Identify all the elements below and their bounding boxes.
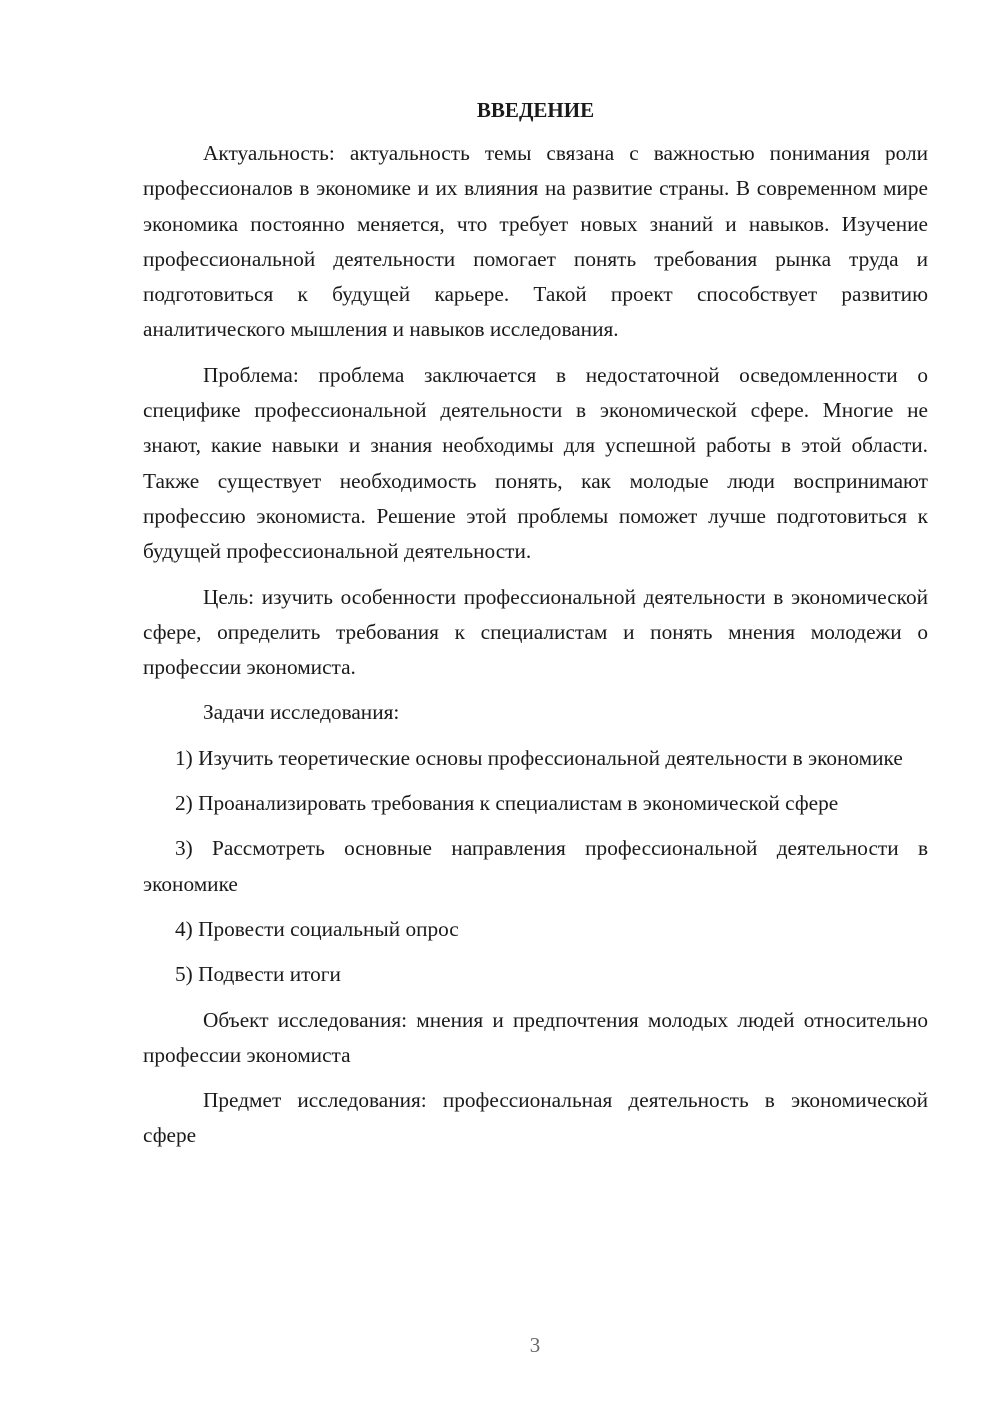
problem-paragraph: Проблема: проблема заключается в недостаточной осведомленности о специфике профессиональной деятельности в экономической сфере. Многие не знают, какие навыки и знания необходимы для успешной работы в этой области. Также существует необходимость понять, как молодые люди воспринимают профессию экономиста. Решение этой проблемы поможет лучше подготовиться к будущей профессиональной деятельности.	[143, 362, 928, 564]
goal-paragraph: Цель: изучить особенности профессиональной деятельности в экономической сфере, определить требования к специалистам и понять мнения молодежи о профессии экономиста.	[143, 584, 928, 680]
subject-paragraph: Предмет исследования: профессиональная деятельность в экономической сфере	[143, 1088, 928, 1148]
task-item-3: 3) Рассмотреть основные направления профессиональной деятельности в экономике	[143, 836, 928, 896]
object-paragraph: Объект исследования: мнения и предпочтения молодых людей относительно профессии экономиста	[143, 1007, 928, 1067]
tasks-heading: Задачи исследования:	[203, 700, 400, 725]
document-page	[143, 92, 928, 1154]
relevance-paragraph: Актуальность: актуальность темы связана с важностью понимания роли профессионалов в экономике и их влияния на развитие страны. В современном мире экономика постоянно меняется, что требует новых знаний и навыков. Изучение профессиональной деятельности помогает понять требования рынка труда и подготовиться к будущей карьере. Такой проект способствует развитию аналитического мышления и навыков исследования.	[143, 141, 928, 342]
task-item-2: 2) Проанализировать требования к специалистам в экономической сфере	[175, 791, 839, 816]
task-item-4: 4) Провести социальный опрос	[175, 916, 459, 941]
task-item-5: 5) Подвести итоги	[175, 962, 341, 987]
section-title: ВВЕДЕНИЕ	[476, 98, 595, 122]
page-number: 3	[529, 1333, 541, 1357]
task-item-1: 1) Изучить теоретические основы профессиональной деятельности в экономике	[175, 745, 903, 770]
